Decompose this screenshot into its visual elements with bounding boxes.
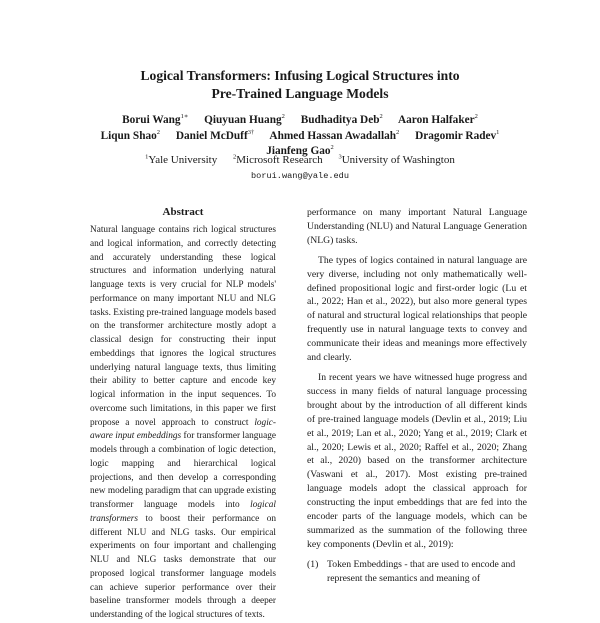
introduction-column [307,206,527,586]
author: Borui Wang$^{1∗}$ [122,113,189,126]
author: Dragomir Radev$^1$ [415,128,500,142]
list-item-text: Token Embeddings - that are used to encode and represent the semantics and meaning of [327,558,516,584]
title-line-1: Logical Transformers: Infusing Logical Structures into [140,68,460,83]
body-paragraph: In recent years we have witnessed huge progress and success in many fields of natural language processing brought about by the introduction of all different kinds of pre-trained language models (Devlin et al., 2019; Liu et al., 2019; Lan et al., 2020; Yang et al., 2019; Clark et al., 2020; Lewis et al., 2020; Raffel et al., 2020; Zhang et al., 2020) based on the transformer architecture (Vaswani et al., 2017). Most existing pre-trained language models adopt the classical approach for constructing the input embeddings that are fed into the encoder parts of the language models, which can be summarized as the summation of the following three key components (Devlin et al., 2019): [307,371,527,550]
title-line-2: Pre-Trained Language Models [211,85,389,101]
author: Liqun Shao$^2$ [100,128,161,142]
affiliation: $^3$University of Washington [338,153,455,166]
abstract-heading: Abstract [162,206,204,218]
author-row-2 [60,129,540,145]
affiliation: $^2$Microsoft Research [232,153,323,166]
author: Jianfeng Gao$^2$ [266,144,334,157]
author: Aaron Halfaker$^2$ [397,113,478,126]
author: Qiuyuan Huang$^2$ [204,113,285,126]
abstract-text: Natural language contains rich logical structures and logical information, and correctly detecting and accurately understanding these logical structures and information underlying natural language texts is very crucial for NLP models' performance on many important NLU and NLG tasks. Existing pre-trained language models based on the transformer architecture mostly adopt a classical design for constructing their input embeddings that ignores the logical structures underlying natural language texts, thus limiting their ability to better capture and encode key logical information in the input sequences. To overcome such limitations, in this paper we first propose a novel approach to construct logic-aware input embeddings for transformer language models through a combination of logic detection, logic mapping and hierarchical logical projections, and then develop a corresponding new modeling paradigm that can upgrade existing transformer language models into logical transformers to boost their performance on different NLU and NLG tasks. Our empirical experiments on four important and challenging NLU and NLG tasks demonstrate that our proposed logical transformer language models can achieve superior performance over their baseline transformer models through a deeper understanding of the logical structures of texts. [90,225,276,620]
paper-title [0,67,600,102]
contact-email: borui.wang@yale.edu [251,171,349,181]
affiliation: $^1$Yale University [145,153,218,166]
author: Ahmed Hassan Awadallah$^2$ [269,128,400,142]
author-row-1 [60,113,540,129]
body-paragraph: The types of logics contained in natural language are very diverse, including not only mathematically well-defined propositional logic and first-order logic (Lu et al., 2022; Han et al., 2022), but also more general types of natural and structural logical relationships that people frequently use in natural language texts to convey and communicate their ideas and meanings more effectively and clearly. [307,254,527,364]
author: Daniel McDuff$^{3\dagger}$ [175,128,255,142]
body-paragraph: performance on many important Natural Language Understanding (NLU) and Natural Language Generation (NLG) tasks. [307,207,527,246]
list-item [307,558,527,586]
author: Budhaditya Deb$^2$ [300,113,383,126]
list-item-number: (1) [307,558,319,570]
affiliations [0,153,600,167]
